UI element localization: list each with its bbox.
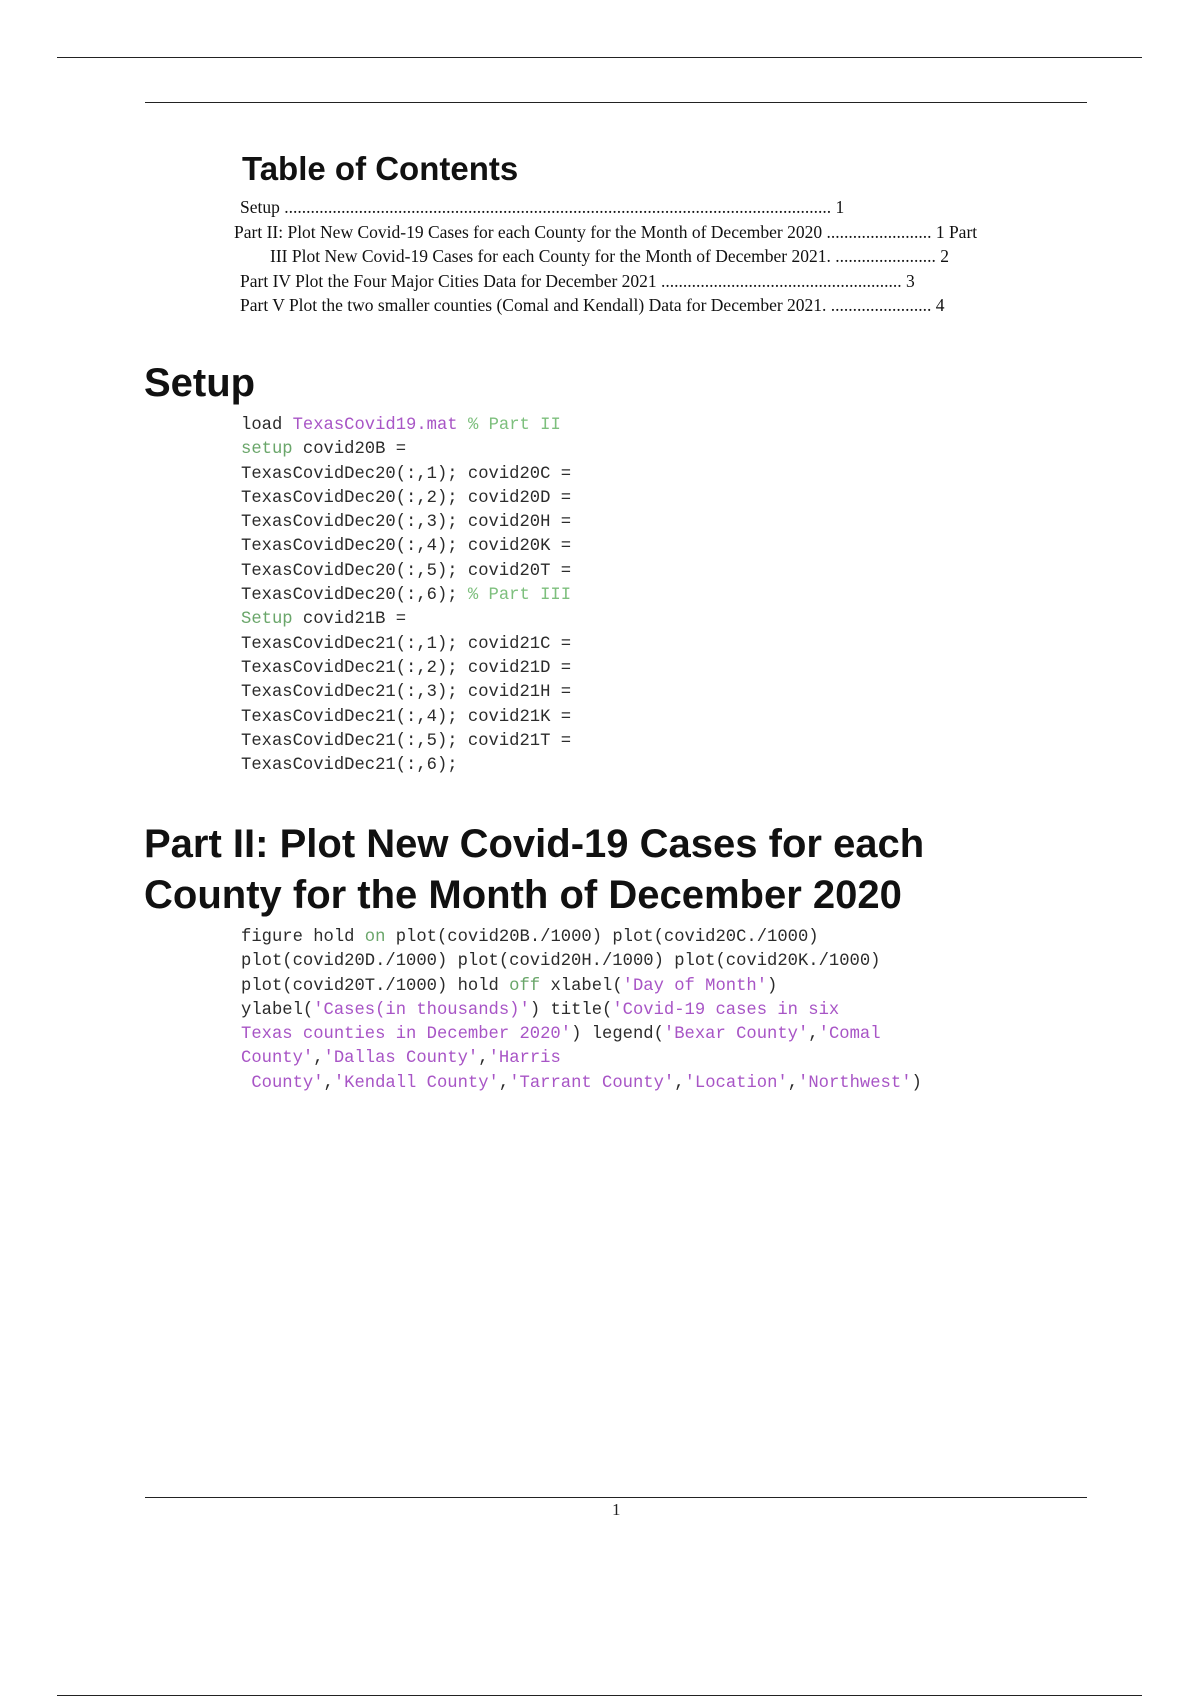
- setup-code-line: [241, 610, 406, 629]
- code-token: TexasCovidDec20(:,5); covid20T =: [241, 561, 572, 581]
- code-token: Setup: [241, 610, 293, 630]
- toc-entry-setup[interactable]: Setup ............................................................................................................................. 1: [240, 197, 845, 217]
- code-token: 'Kendall County': [333, 1073, 499, 1093]
- code-token: % Part II: [467, 416, 561, 435]
- bottom-page-rule: [57, 1695, 1142, 1696]
- code-token: ,: [478, 1049, 489, 1069]
- code-token: plot(covid20T./1000) hold: [241, 976, 510, 996]
- code-token: 'Comal: [818, 1025, 881, 1045]
- code-token: plot(covid20B./1000) plot(covid20C./1000): [385, 928, 819, 947]
- code-token: plot(covid20D./1000) plot(covid20H./1000) plot(covid20K./1000): [241, 952, 881, 972]
- part2-code-line: [241, 952, 880, 971]
- toc-title: Table of Contents: [242, 150, 519, 187]
- setup-code-line: [241, 513, 571, 532]
- part2-heading-line2: County for the Month of December 2020: [144, 873, 902, 917]
- code-token: on: [364, 928, 386, 947]
- setup-code-line: [241, 465, 571, 484]
- setup-code-line: [241, 562, 571, 581]
- code-token: ) title(: [529, 1000, 613, 1020]
- code-token: ,: [808, 1025, 819, 1045]
- code-token: 'Location': [684, 1073, 788, 1093]
- part2-heading-line1: Part II: Plot New Covid-19 Cases for each: [144, 822, 925, 866]
- code-token: TexasCovidDec21(:,6);: [241, 756, 458, 776]
- setup-code-line: [241, 708, 571, 727]
- code-token: TexasCovidDec21(:,2); covid21D =: [241, 658, 572, 678]
- setup-code-block: [241, 414, 571, 778]
- part2-heading: [144, 819, 924, 921]
- code-token: TexasCovidDec21(:,3); covid21H =: [241, 683, 572, 703]
- setup-code-line: [241, 659, 571, 678]
- code-token: covid20B =: [292, 440, 407, 460]
- code-token: 'Harris: [488, 1049, 561, 1069]
- code-token: Texas counties in December 2020': [241, 1025, 572, 1045]
- code-token: 'Tarrant County': [509, 1073, 675, 1093]
- code-token: TexasCovidDec21(:,1); covid21C =: [241, 634, 572, 654]
- code-token: TexasCovidDec20(:,4); covid20K =: [241, 537, 572, 557]
- code-token: County': [241, 1049, 314, 1069]
- setup-code-line: [241, 537, 571, 556]
- toc-entry-part-2[interactable]: Part II: Plot New Covid-19 Cases for each County for the Month of December 2020 ........................ 1 Part: [234, 221, 978, 242]
- code-token: ,: [674, 1073, 685, 1093]
- code-token: xlabel(: [540, 976, 623, 996]
- table-of-contents: [234, 195, 1090, 318]
- code-token: covid21B =: [292, 610, 407, 630]
- code-token: ylabel(: [241, 1000, 314, 1020]
- code-token: ) legend(: [571, 1025, 664, 1045]
- toc-entry-part-5[interactable]: Part V Plot the two smaller counties (Comal and Kendall) Data for December 2021. ....................... 4: [240, 295, 945, 315]
- code-token: off: [509, 976, 541, 996]
- setup-code-line: [241, 489, 571, 508]
- setup-code-line: [241, 756, 458, 775]
- code-token: [458, 416, 468, 435]
- code-token: 'Dallas County': [323, 1049, 479, 1069]
- setup-code-line: [241, 416, 561, 435]
- code-token: ,: [323, 1073, 334, 1093]
- header-rule: [145, 102, 1087, 103]
- code-token: TexasCovidDec21(:,4); covid21K =: [241, 707, 572, 727]
- code-token: ): [767, 976, 778, 996]
- setup-code-line: [241, 586, 571, 605]
- part2-code-line: [241, 1001, 839, 1020]
- code-token: TexasCovidDec20(:,6);: [241, 586, 468, 606]
- code-token: ,: [498, 1073, 510, 1093]
- code-token: TexasCovidDec21(:,5); covid21T =: [241, 731, 572, 751]
- code-token: figure hold: [241, 928, 365, 947]
- page-number: 1: [612, 1500, 621, 1519]
- part2-code-line: [241, 1074, 922, 1093]
- code-token: ,: [787, 1073, 799, 1093]
- top-page-rule: [57, 57, 1142, 58]
- toc-entry-part-4[interactable]: Part IV Plot the Four Major Cities Data for December 2021 ....................................................... 3: [240, 270, 915, 291]
- code-token: TexasCovidDec20(:,3); covid20H =: [241, 513, 572, 533]
- code-token: 'Covid-19 cases in six: [612, 1000, 840, 1020]
- code-token: County': [241, 1073, 324, 1093]
- code-token: 'Bexar County': [663, 1025, 809, 1045]
- code-token: setup: [241, 440, 293, 460]
- footer-rule: [145, 1497, 1087, 1498]
- part2-code-line: [241, 1025, 881, 1044]
- part2-code-line: [241, 1049, 561, 1068]
- code-token: TexasCovid19.mat: [292, 416, 458, 435]
- toc-entry-part-3[interactable]: III Plot New Covid-19 Cases for each County for the Month of December 2021. ....................... 2: [270, 246, 949, 266]
- part2-code-block: [241, 926, 922, 1096]
- setup-code-line: [241, 732, 571, 751]
- code-token: % Part III: [467, 586, 572, 606]
- part2-code-line: [241, 928, 819, 947]
- code-token: ,: [313, 1049, 324, 1069]
- setup-code-line: [241, 683, 571, 702]
- code-token: 'Northwest': [798, 1073, 912, 1093]
- code-token: 'Cases(in thousands)': [313, 1000, 530, 1020]
- code-token: 'Day of Month': [622, 976, 768, 996]
- code-token: TexasCovidDec20(:,2); covid20D =: [241, 488, 572, 508]
- part2-code-line: [241, 977, 777, 996]
- setup-code-line: [241, 635, 571, 654]
- setup-heading: Setup: [144, 361, 256, 405]
- code-token: ): [911, 1073, 922, 1093]
- code-token: load: [241, 416, 293, 435]
- setup-code-line: [241, 440, 406, 459]
- code-token: TexasCovidDec20(:,1); covid20C =: [241, 464, 572, 484]
